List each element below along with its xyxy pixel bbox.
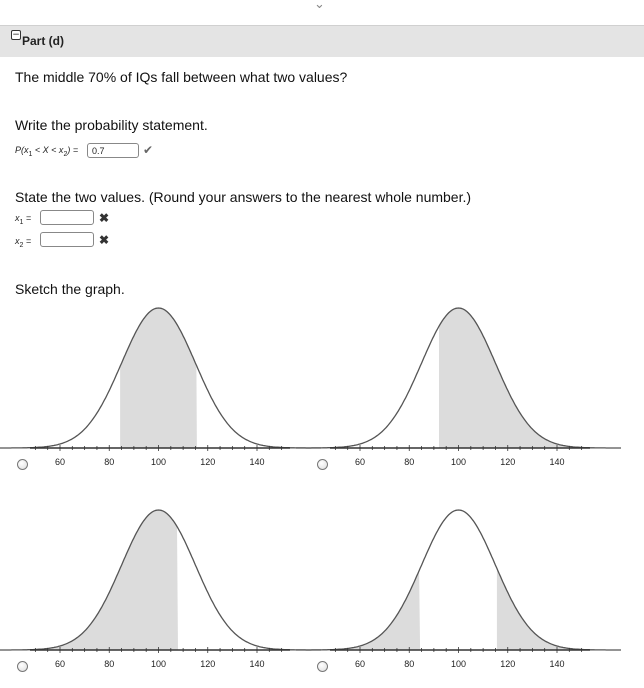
tick-label: 140: [249, 457, 265, 467]
tick-label: 80: [404, 659, 415, 669]
shaded-region-2: [497, 569, 606, 651]
tick-label: 140: [549, 457, 565, 467]
part-header[interactable]: [0, 25, 644, 57]
checkmark-icon: ✔: [143, 143, 154, 157]
x2-input[interactable]: [40, 232, 94, 247]
graph-option-b-radio[interactable]: [317, 459, 328, 470]
tick-label: 60: [354, 457, 366, 467]
part-title: Part (d): [22, 34, 64, 48]
question-text: The middle 70% of IQs fall between what two values?: [15, 69, 348, 85]
tick-label: 120: [200, 659, 216, 669]
probability-input[interactable]: 0.7: [87, 143, 139, 158]
top-bar: [0, 0, 644, 24]
graph-option-d-radio[interactable]: [317, 661, 328, 672]
write-prompt: Write the probability statement.: [15, 117, 208, 133]
probability-label: $P(x_1 < X < x_2)$ =: [15, 145, 79, 158]
tick-label: 80: [104, 659, 115, 669]
x1-label: $x_1$ =: [15, 213, 32, 226]
graph-option-a: [30, 300, 290, 470]
tick-label: 120: [500, 659, 516, 669]
tick-label: 100: [150, 457, 167, 467]
tick-label: 100: [450, 457, 467, 467]
graph-option-c-radio[interactable]: [17, 661, 28, 672]
x2-label: $x_2$ =: [15, 236, 32, 249]
tick-label: 120: [500, 457, 516, 467]
tick-label: 140: [549, 659, 565, 669]
tick-label: 120: [200, 457, 216, 467]
sketch-prompt: Sketch the graph.: [15, 281, 125, 297]
chevron-down-icon[interactable]: ⌄: [314, 0, 325, 11]
shaded-region-1: [11, 510, 178, 650]
graph-option-a-radio[interactable]: [17, 459, 28, 470]
graph-option-b: [330, 300, 590, 470]
tick-label: 80: [104, 457, 115, 467]
tick-label: 140: [249, 659, 265, 669]
tick-label: 100: [450, 659, 467, 669]
graph-option-d: [330, 502, 590, 672]
state-prompt: State the two values. (Round your answers to the nearest whole number.): [15, 189, 472, 205]
shaded-region-1: [439, 308, 582, 448]
normal-curve: [296, 510, 621, 650]
shaded-region-1: [120, 308, 197, 448]
tick-label: 80: [404, 457, 415, 467]
shaded-region-1: [311, 571, 420, 650]
tick-label: 60: [54, 457, 66, 467]
x1-input[interactable]: [40, 210, 94, 225]
minus-box-icon[interactable]: −: [12, 30, 20, 40]
tick-label: 60: [354, 659, 366, 669]
graph-option-c: [30, 502, 290, 672]
tick-label: 60: [54, 659, 66, 669]
cross-icon: ✖: [99, 233, 110, 247]
cross-icon: ✖: [99, 211, 110, 225]
tick-label: 100: [150, 659, 167, 669]
